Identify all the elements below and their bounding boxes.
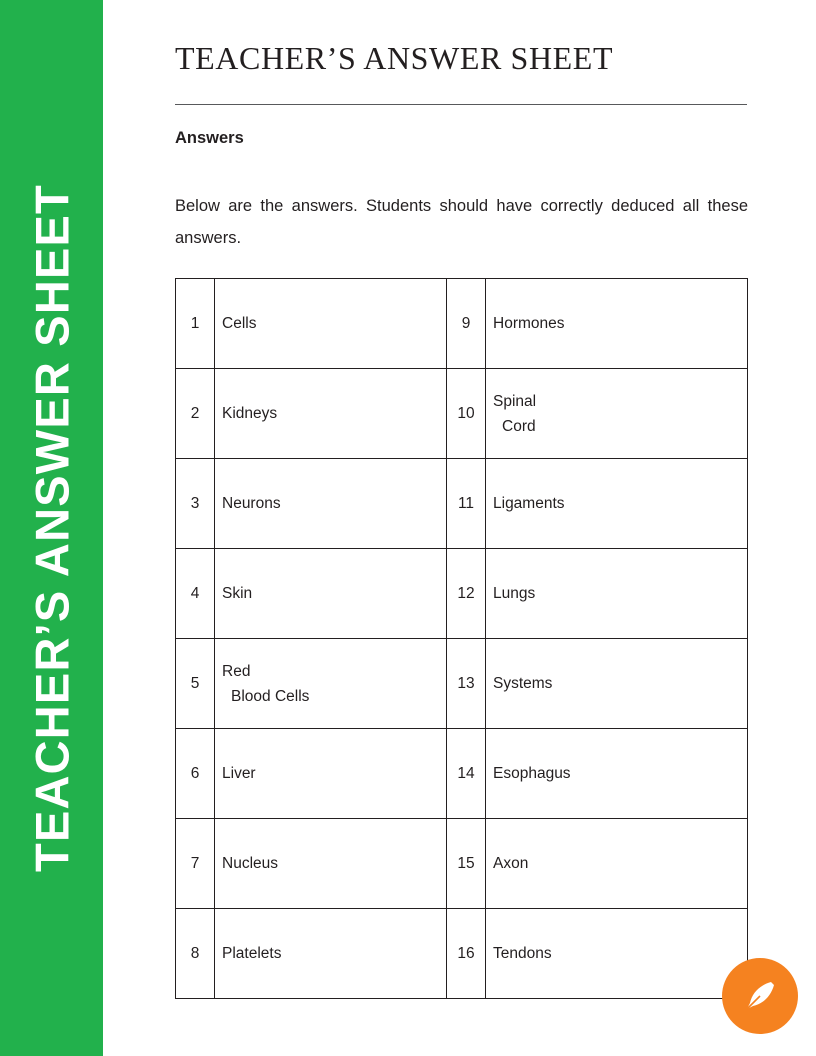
answer-text [215,729,447,819]
answer-line-1: Tendons [493,945,552,962]
answer-number: 7 [176,819,215,909]
answer-line-1: Platelets [222,945,282,962]
sidebar-vertical-title: TEACHER’S ANSWER SHEET [25,184,78,872]
answer-line-1: Lungs [493,585,536,602]
answer-line-1: Red [222,662,251,680]
answer-number: 15 [447,819,486,909]
answer-line-1: Neurons [222,495,281,512]
answer-text [215,459,447,549]
answer-line-1: Nucleus [222,855,278,872]
answer-line-1: Skin [222,585,253,602]
answer-text [215,819,447,909]
table-row [176,549,748,639]
answer-text [215,369,447,459]
feather-quill-icon [740,976,780,1016]
answer-line-1: Kidneys [222,405,278,422]
answer-number: 10 [447,369,486,459]
answer-text [486,459,748,549]
answer-text [215,549,447,639]
answer-text [486,549,748,639]
answer-text [215,909,447,999]
table-row [176,459,748,549]
answer-line-1: Systems [493,675,553,692]
answer-number: 5 [176,639,215,729]
section-heading-answers: Answers [175,129,244,147]
answer-number: 2 [176,369,215,459]
answer-text [486,909,748,999]
answer-line-1: Ligaments [493,495,565,512]
answer-number: 4 [176,549,215,639]
answer-number: 12 [447,549,486,639]
answer-number: 11 [447,459,486,549]
answers-table [175,278,748,999]
answer-number: 3 [176,459,215,549]
answer-number: 9 [447,279,486,369]
answer-line-2: Blood Cells [231,687,310,705]
answer-line-1: Spinal [493,392,537,410]
table-row [176,729,748,819]
answer-text [486,279,748,369]
table-row [176,819,748,909]
answer-line-1: Liver [222,765,256,782]
brand-logo [722,958,798,1034]
answer-number: 8 [176,909,215,999]
page-title: TEACHER’S ANSWER SHEET [175,40,614,76]
answer-text [486,819,748,909]
answer-text [486,639,748,729]
answer-text [215,639,447,729]
left-green-sidebar [0,0,103,1056]
table-row [176,279,748,369]
table-row [176,369,748,459]
answer-number: 16 [447,909,486,999]
answer-text [486,369,748,459]
answer-number: 14 [447,729,486,819]
table-row [176,639,748,729]
answer-line-1: Esophagus [493,765,571,782]
intro-paragraph: Below are the answers. Students should have correctly deduced all these answers. [175,197,748,247]
answer-line-2: Cord [502,417,536,435]
answer-number: 13 [447,639,486,729]
answer-text [486,729,748,819]
answer-line-1: Axon [493,855,529,872]
table-row [176,909,748,999]
answer-line-1: Cells [222,315,257,332]
answer-text [215,279,447,369]
answer-number: 6 [176,729,215,819]
answer-number: 1 [176,279,215,369]
answer-line-1: Hormones [493,315,565,332]
document-content [103,0,816,1056]
title-divider [175,104,747,105]
